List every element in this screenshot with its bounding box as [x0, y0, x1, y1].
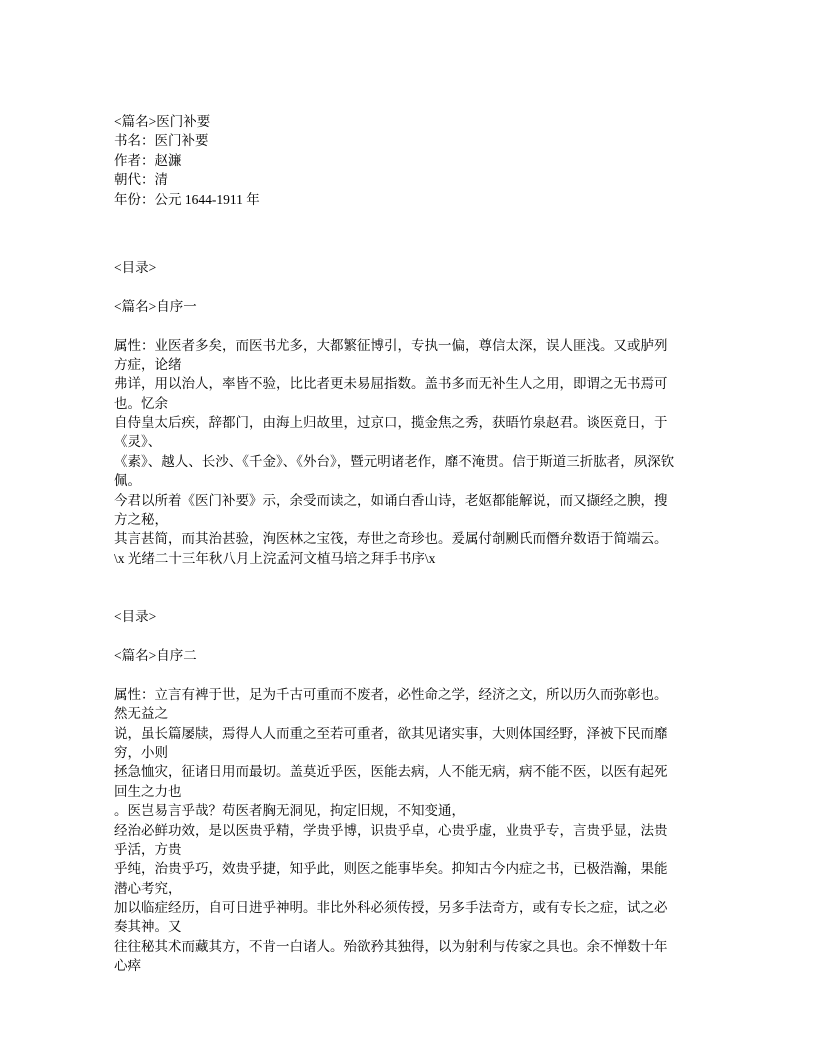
text-line: 方症，论绪 [114, 356, 182, 372]
text-line: 属性：业医者多矣，而医书尤多，大都繁征博引，专执一偏，尊信太深，误人匪浅。又或胪列 [114, 337, 668, 353]
paragraph-block [114, 336, 716, 569]
text-line: 作者：赵濂 [114, 152, 182, 168]
text-line: 其言甚简，而其治甚验，洵医林之宝筏，寿世之奇珍也。爰属付剞劂氏而僭弁数语于简端云。 [114, 531, 668, 547]
text-line: <篇名>医门补要 [114, 114, 211, 129]
section-heading [114, 646, 716, 665]
text-line: 奏其神。又 [114, 919, 182, 935]
text-line: 《灵》、 [114, 434, 162, 450]
text-line: 今君以所着《医门补要》示，余受而读之，如诵白香山诗，老妪都能解说，而又撷经之腴，搜 [114, 492, 668, 508]
text-line: 心瘁 [114, 958, 141, 974]
text-line: <目录> [114, 259, 157, 275]
text-line: 加以临症经历，自可日进乎神明。非比外科必须传授，另多手法奇方，或有专长之症，试之必 [114, 900, 668, 916]
text-line: 拯急恤灾，征诸日用而最切。盖莫近乎医，医能去病，人不能无病，病不能不医，以医有起死 [114, 764, 668, 780]
text-line: 乎纯，治贵乎巧，效贵乎捷，知乎此，则医之能事毕矣。抑知古今内症之书，已极浩瀚，果能 [114, 861, 668, 877]
text-line: 弗详，用以治人，率皆不验，比比者更未易屈指数。盖书多而无补生人之用，即谓之无书焉可 [114, 376, 668, 392]
text-line: 潜心考究， [114, 880, 182, 896]
text-line: 回生之力也 [114, 783, 182, 799]
text-line: <篇名>自序二 [114, 647, 197, 663]
text-line: 说，虽长篇屡牍，焉得人人而重之至若可重者，欲其见诸实事，大则体国经野，泽被下民而靡 [114, 725, 668, 741]
text-line: 往往秘其术而藏其方，不肯一白诸人。殆欲矜其独得，以为射利与传家之具也。余不惮数十年 [114, 938, 668, 954]
paragraph-block [114, 685, 716, 976]
meta-block [114, 112, 716, 209]
text-line: 经治必鲜功效，是以医贵乎精，学贵乎博，识贵乎卓，心贵乎虚，业贵乎专，言贵乎显，法贵 [114, 822, 668, 838]
text-line: 方之秘， [114, 512, 168, 528]
text-line: 自侍皇太后疾，辞都门，由海上归故里，过京口，揽金焦之秀，获晤竹泉赵君。谈医竟日，于 [114, 415, 668, 431]
text-line: 书名：医门补要 [114, 133, 209, 149]
text-line: 佩。 [114, 473, 141, 489]
text-line: \x 光绪二十三年秋八月上浣孟河文植马培之拜手书序\x [114, 550, 436, 566]
text-line: <目录> [114, 609, 157, 625]
toc-heading [114, 607, 716, 626]
text-line: 《素》、越人、长沙、《千金》、《外台》，暨元明诸老作，靡不淹贯。信于斯道三折肱者，夙深钦 [114, 453, 675, 469]
text-line: 朝代：清 [114, 172, 168, 188]
text-line: 。医岂易言乎哉？苟医者胸无洞见，拘定旧规，不知变通， [114, 803, 465, 819]
text-line: 年份：公元 1644-1911 年 [114, 191, 260, 207]
text-line: 穷，小则 [114, 744, 168, 760]
text-line: 乎活，方贵 [114, 841, 182, 857]
text-line: 也。忆余 [114, 395, 168, 411]
section-heading [114, 297, 716, 316]
text-line: <篇名>自序一 [114, 298, 197, 314]
toc-heading [114, 258, 716, 277]
text-line: 然无益之 [114, 706, 168, 722]
document-text [114, 112, 716, 976]
text-line: 属性：立言有裨于世，足为千古可重而不废者，必性命之学，经济之文，所以历久而弥彰也。 [114, 686, 668, 702]
